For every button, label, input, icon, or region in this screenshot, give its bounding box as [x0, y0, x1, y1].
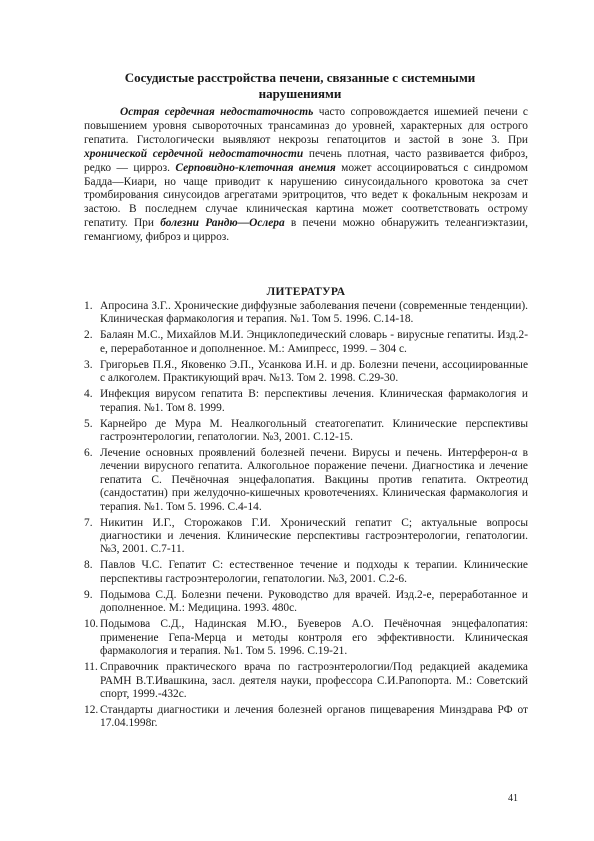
reference-number: 3.	[84, 358, 93, 371]
literature-heading: ЛИТЕРАТУРА	[266, 286, 346, 298]
intro-text-4: в печени можно обнаружить телеангиэктазии, гемангиому, фиброз и цирроз.	[84, 217, 528, 244]
reference-text: Подымова С.Д. Болезни печени. Руководство для врачей. Изд.2-е, переработанное и дополненное. М.: Медицина. 1993. 480с.	[100, 588, 528, 615]
term-acute-heart-failure: Острая сердечная недостаточность	[120, 106, 314, 118]
reference-item	[84, 704, 528, 731]
term-sickle-cell-anemia: Серповидно-клеточная анемия	[175, 161, 336, 174]
reference-text: Апросина З.Г.. Хронические диффузные заболевания печени (современные тенденции). Клиническая фармакология и терапия. №1. Том 5. 1996. С.14-18.	[100, 300, 528, 326]
reference-item	[84, 388, 528, 415]
reference-number: 11.	[84, 661, 98, 674]
reference-number: 1.	[84, 300, 93, 312]
reference-item	[84, 589, 528, 616]
reference-text: Григорьев П.Я., Яковенко Э.П., Усанкова И.Н. и др. Болезни печени, ассоциированные с алкоголем. Практикующий врач. №13. Том 2. 1998. С.29-30.	[100, 358, 528, 385]
reference-text: Инфекция вирусом гепатита В: перспективы лечения. Клиническая фармакология и терапия. №1. Том 8. 1999.	[100, 388, 528, 414]
intro-text-2: печень плотная, часто развивается фиброз, редко — цирроз.	[84, 147, 528, 174]
reference-text: Павлов Ч.С. Гепатит С: естественное течение и подходы к терапии. Клинические перспективы гастроэнтерологии, гепатологии. №3, 2001. С.2-6.	[100, 559, 528, 585]
reference-item	[84, 359, 528, 386]
reference-text: Карнейро де Мура М. Неалкогольный стеатогепатит. Клинические перспективы гастроэнтерологии, гепатологии. №3, 2001. С.12-15.	[100, 417, 528, 444]
term-rendu-osler-disease: болезни Рандю—Ослера	[160, 217, 285, 230]
reference-text: Справочник практического врача по гастроэнтерологии/Под редакцией академика РАМН В.Т.Ивашкина, засл. деятеля науки, профессора С.И.Рапопорта. М.: Советский спорт, 1999.-432с.	[100, 661, 528, 700]
page-number: 41	[508, 793, 518, 804]
reference-text: Лечение основных проявлений болезней печени. Вирусы и печень. Интерферон-α в лечении вирусного гепатита. Алкогольное поражение печени. Диагностика и лечение гепатита С. Печёночная энцефалопатия. Вакцины против гепатита. Октреотид (сандостатин) при желудочно-кишечных кровотечениях. Клиническая фармакология и терапия. №1. Том 5. 1996. С.4-14.	[100, 447, 528, 513]
reference-number: 2.	[84, 329, 93, 342]
section-title: Сосудистые расстройства печени, связанные с системными нарушениями	[124, 70, 476, 101]
intro-text-1: часто сопровождается ишемией печени с повышением уровня сывороточных трансаминаз до уровней, характерных для острого гепатита. Гистологически выявляют некрозы гепатоцитов и застой в зоне 3. При	[84, 106, 528, 146]
intro-paragraph	[84, 106, 528, 245]
reference-item	[84, 418, 528, 445]
reference-text: Никитин И.Г., Сторожаков Г.И. Хронический гепатит С; актуальные вопросы диагностики и лечения. Клинические перспективы гастроэнтерологии, гепатологии. №3, 2001. С.7-11.	[100, 516, 528, 556]
reference-item	[84, 618, 528, 658]
reference-item	[84, 329, 528, 356]
reference-text: Стандарты диагностики и лечения болезней органов пищеварения Минздрава РФ от 17.04.1998г.	[100, 703, 528, 730]
reference-text: Балаян М.С., Михайлов М.И. Энциклопедический словарь - вирусные гепатиты. Изд.2-е, переработанное и дополненное. М.: Амипресс, 1999. – 304 с.	[100, 329, 528, 355]
reference-number: 6.	[84, 447, 93, 460]
reference-item	[84, 661, 528, 701]
reference-list	[84, 300, 528, 733]
reference-item	[84, 517, 528, 557]
reference-number: 10.	[84, 618, 99, 631]
intro-text-3: может ассоциироваться с синдромом Бадда—Киари, но чаще приводит к нарушению синусоидального кровотока за счет тромбирования синусоидов агрегатами эритроцитов, что ведет к фокальным некрозам и застою. В последнем случае клиническая картина может соответствовать острому гепатиту. При	[84, 161, 528, 230]
reference-text: Подымова С.Д., Надинская М.Ю., Буеверов А.О. Печёночная энцефалопатия: применение Гепа-Мерца и методы контроля его эффективности. Клиническая фармакология и терапия. №1. Том 5. 1996. С.19-21.	[100, 618, 528, 658]
reference-item	[84, 559, 528, 586]
reference-item	[84, 300, 528, 327]
reference-number: 12.	[84, 703, 99, 716]
reference-number: 4.	[84, 388, 93, 401]
reference-number: 9.	[84, 588, 93, 601]
reference-number: 8.	[84, 559, 93, 572]
reference-item	[84, 447, 528, 514]
term-chronic-heart-failure: хронической сердечной недостаточности	[84, 147, 304, 160]
reference-number: 5.	[84, 417, 93, 430]
reference-number: 7.	[84, 516, 93, 529]
